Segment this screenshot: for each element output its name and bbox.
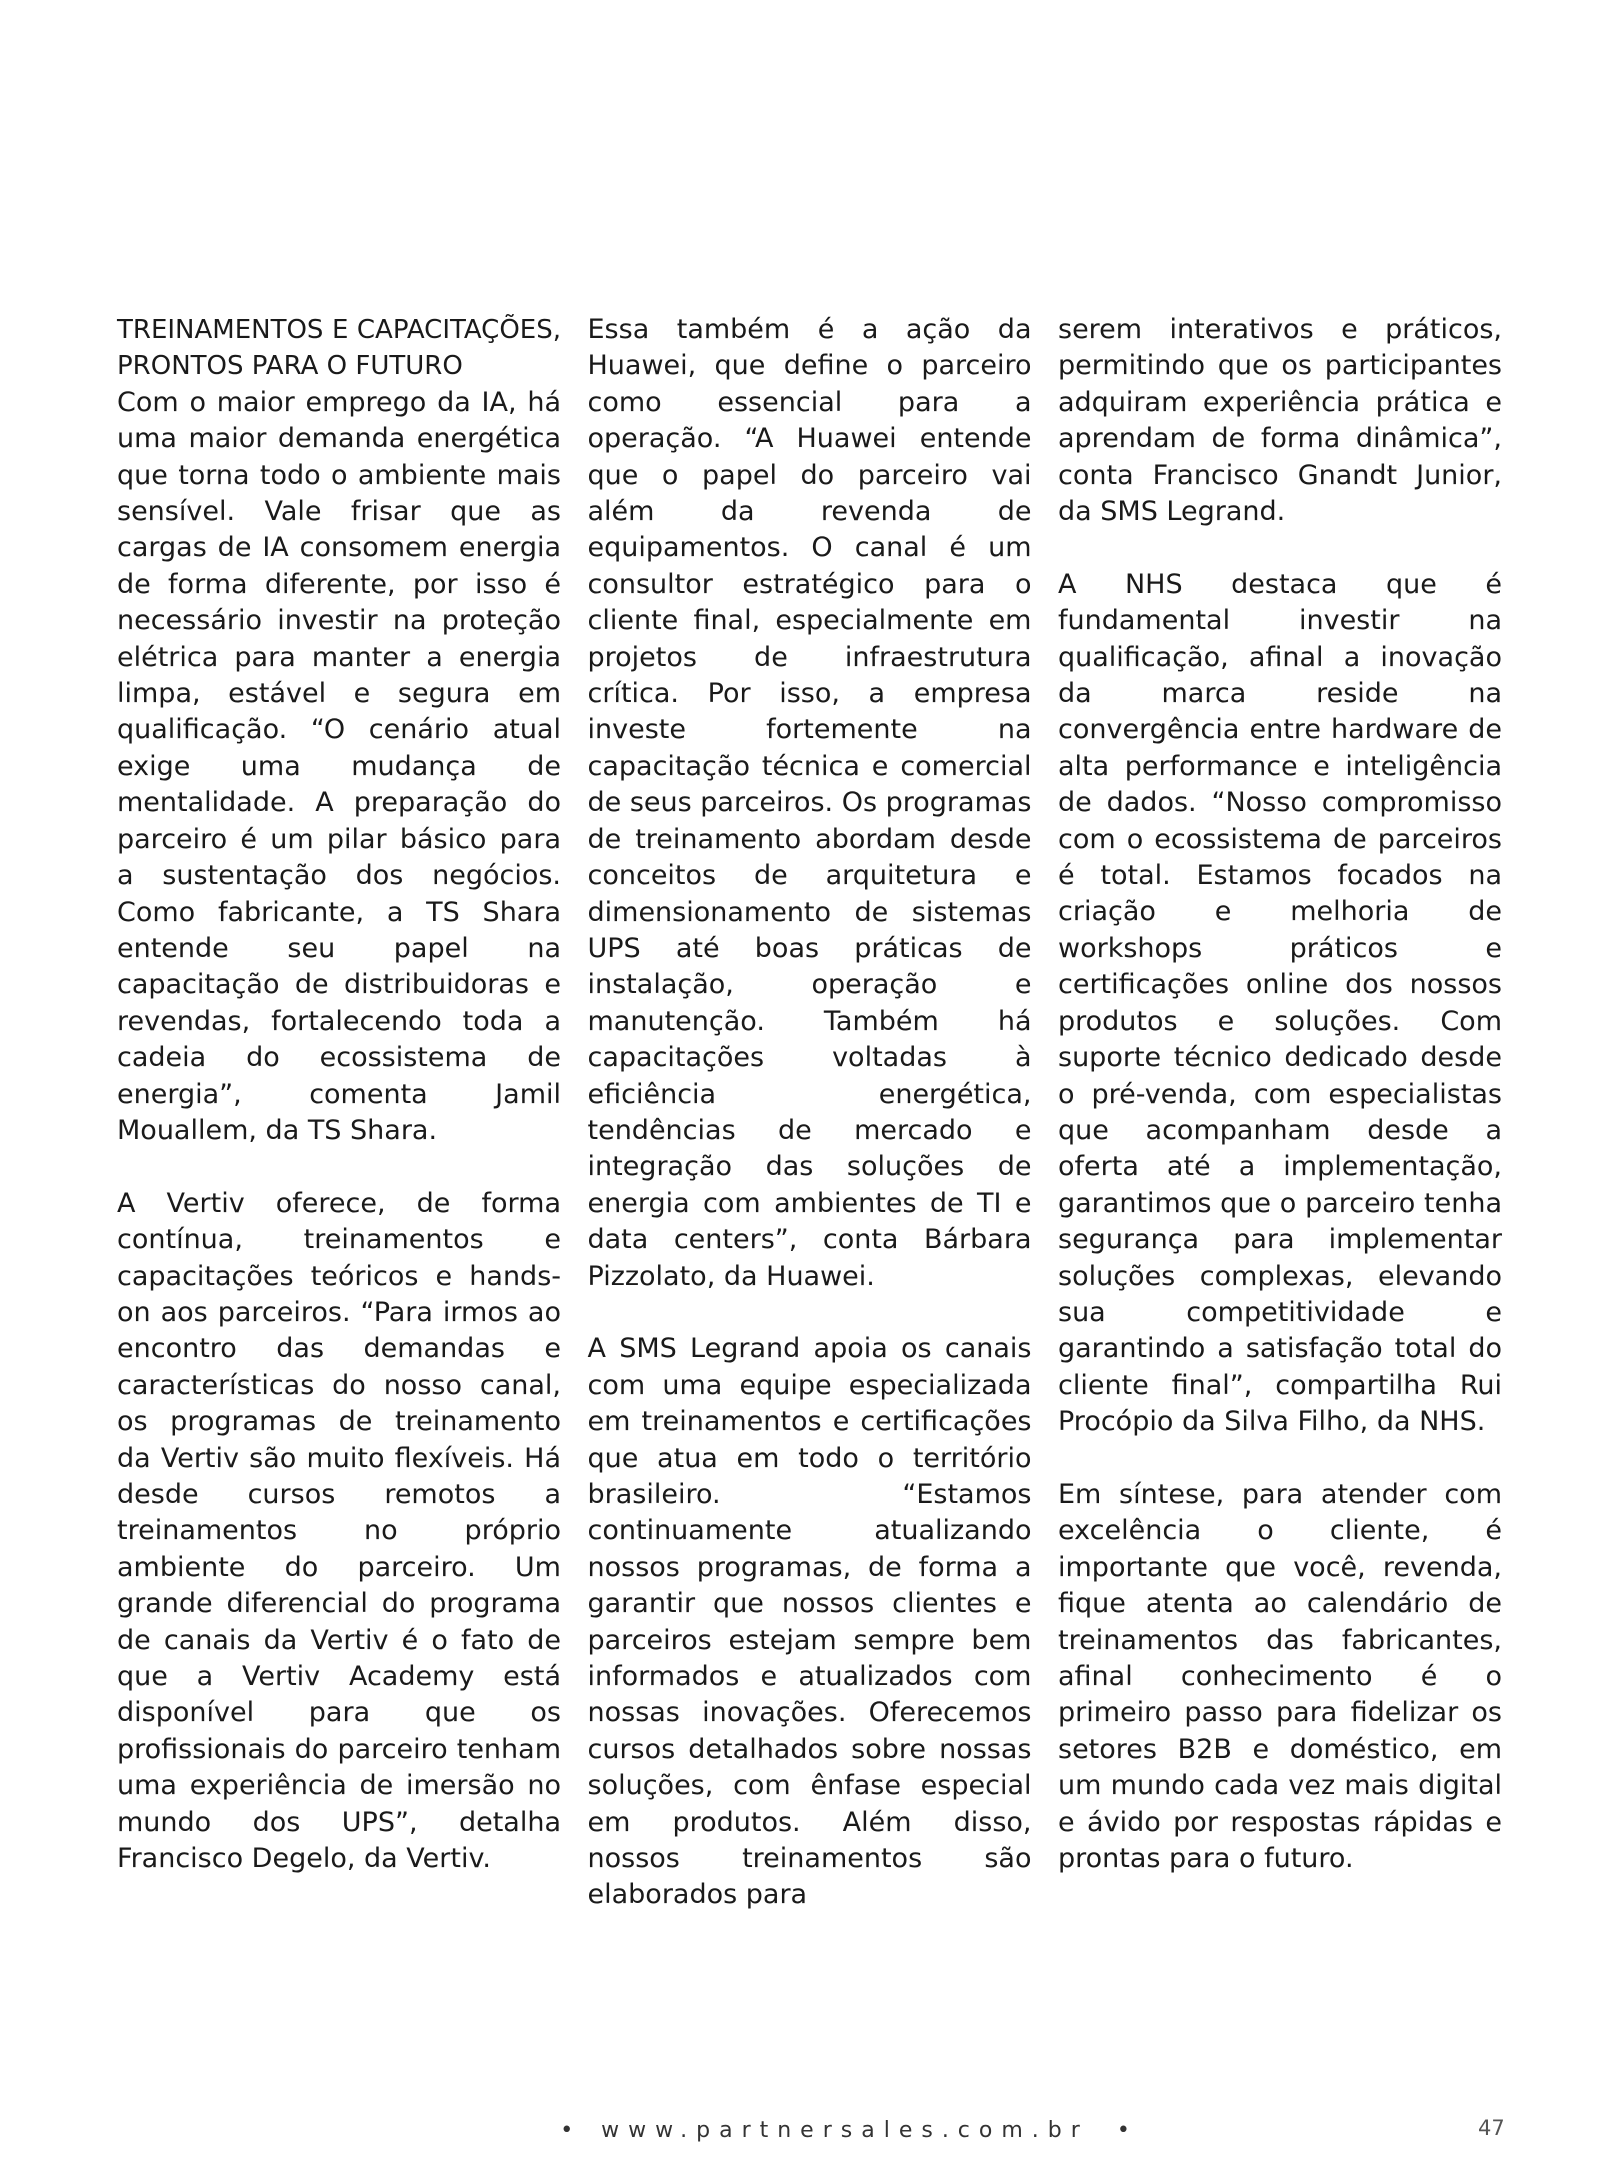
page-number: 47 xyxy=(1478,2116,1505,2140)
website-link[interactable]: www.partnersales.com.br xyxy=(601,2118,1089,2143)
column-3-paragraph-1: serem interativos e práticos, permitindo que os participantes adquiram experiência prática e aprendam de forma dinâmica”, conta Francisco Gnandt Junior, da SMS Legrand. xyxy=(1058,314,1502,528)
column-3 xyxy=(1058,312,1502,1875)
column-3-paragraph-2: A NHS destaca que é fundamental investir na qualificação, afinal a inovação da marca reside na convergência entre hardware de alta performance e inteligência de dados. “Nosso compromisso com o ecossistema de parceiros é total. Estamos focados na criação e melhoria de workshops práticos e certificações online dos nossos produtos e soluções. Com suporte técnico dedicado desde o pré-venda, com especialistas que acompanham desde a oferta até a implementação, garantimos que o parceiro tenha segurança para implementar soluções complexas, elevando sua competitividade e garantindo a satisfação total do cliente final”, compartilha Rui Procópio da Silva Filho, da NHS. xyxy=(1058,568,1502,1438)
column-1 xyxy=(117,312,561,1875)
column-2 xyxy=(587,312,1032,1911)
article-columns xyxy=(117,312,1502,1911)
page-footer xyxy=(0,2116,1614,2170)
column-1-text-1: Com o maior emprego da IA, há uma maior demanda energética que torna todo o ambiente mais sensível. Vale frisar que as cargas de IA consomem energia de forma diferente, por isso é necessário investir na proteção elétrica para manter a energia limpa, estável e segura em qualificação. “O cenário atual exige uma mudança de mentalidade. A preparação do parceiro é um pilar básico para a sustentação dos negócios. Como fabricante, a TS Shara entende seu papel na capacitação de distribuidoras e revendas, fortalecendo toda a cadeia do ecossistema de energia”, comenta Jamil Mouallem, da TS Shara. xyxy=(117,386,561,1146)
footer-bullet-left: • xyxy=(560,2118,574,2143)
column-1-paragraph-2: A Vertiv oferece, de forma contínua, treinamentos e capacitações teóricos e hands-on aos parceiros. “Para irmos ao encontro das demandas e características do nosso canal, os programas de treinamento da Vertiv são muito flexíveis. Há desde cursos remotos a treinamentos no próprio ambiente do parceiro. Um grande diferencial do programa de canais da Vertiv é o fato de que a Vertiv Academy está disponível para que os profissionais do parceiro tenham uma experiência de imersão no mundo dos UPS”, detalha Francisco Degelo, da Vertiv. xyxy=(117,1187,561,1875)
section-heading: TREINAMENTOS E CAPACITAÇÕES, PRONTOS PARA O FUTURO xyxy=(117,315,561,382)
column-2-paragraph-1: Essa também é a ação da Huawei, que define o parceiro como essencial para a operação. “A Huawei entende que o papel do parceiro vai além da revenda de equipamentos. O canal é um consultor estratégico para o cliente final, especialmente em projetos de infraestrutura crítica. Por isso, a empresa investe fortemente na capacitação técnica e comercial de seus parceiros. Os programas de treinamento abordam desde conceitos de arquitetura e dimensionamento de sistemas UPS até boas práticas de instalação, operação e manutenção. Também há capacitações voltadas à eficiência energética, tendências de mercado e integração das soluções de energia com ambientes de TI e data centers”, conta Bárbara Pizzolato, da Huawei. xyxy=(587,314,1032,1292)
column-1-paragraph-1 xyxy=(117,312,561,1149)
column-3-paragraph-3: Em síntese, para atender com excelência o cliente, é importante que você, revenda, fique atenta ao calendário de treinamentos das fabricantes, afinal conhecimento é o primeiro passo para fidelizar os setores B2B e doméstico, em um mundo cada vez mais digital e ávido por respostas rápidas e prontas para o futuro. xyxy=(1058,1478,1502,1875)
footer-bullet-right: • xyxy=(1116,2118,1130,2143)
column-2-paragraph-2: A SMS Legrand apoia os canais com uma equipe especializada em treinamentos e certificações que atua em todo o território brasileiro. “Estamos continuamente atualizando nossos programas, de forma a garantir que nossos clientes e parceiros estejam sempre bem informados e atualizados com nossas inovações. Oferecemos cursos detalhados sobre nossas soluções, com ênfase especial em produtos. Além disso, nossos treinamentos são elaborados para xyxy=(587,1333,1032,1911)
footer-website xyxy=(525,2118,1165,2143)
